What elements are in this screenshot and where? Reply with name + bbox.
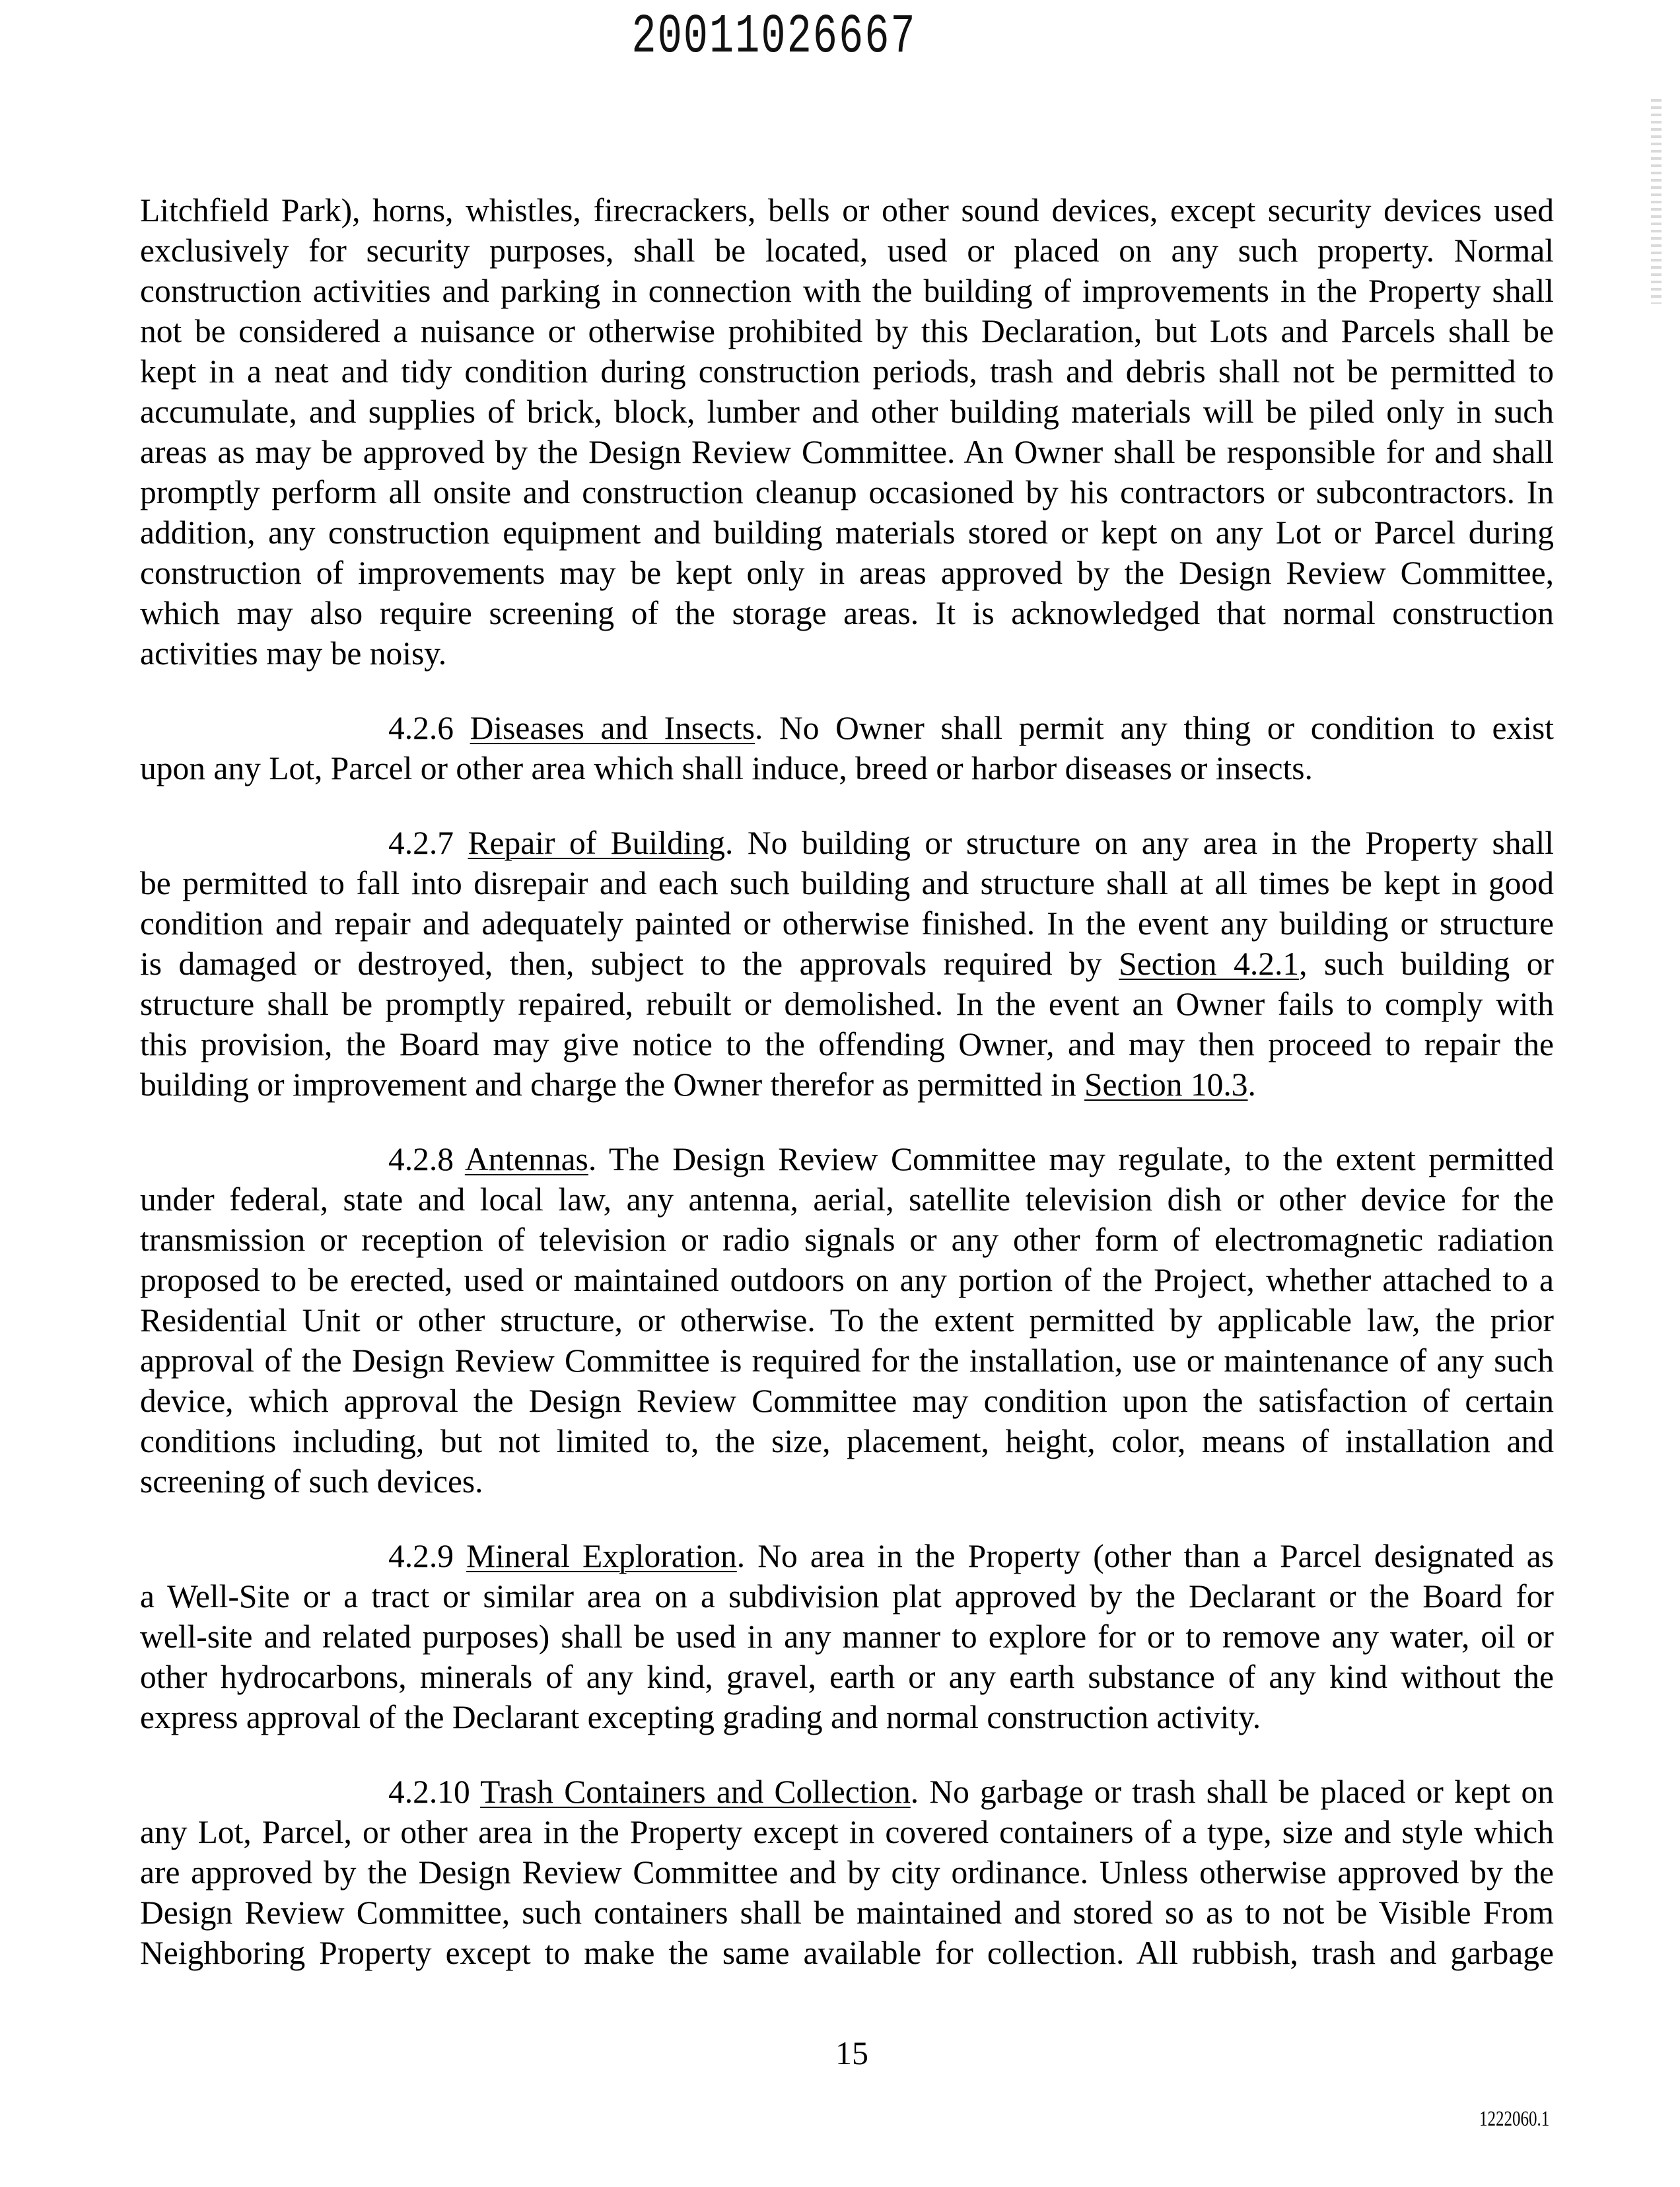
- text-line: [140, 944, 1554, 984]
- text-segment: . No garbage or trash shall be placed or kept on: [910, 1774, 1554, 1810]
- text-line: [140, 1576, 1554, 1616]
- text-line: [140, 1657, 1554, 1697]
- text-line: [140, 392, 1554, 432]
- paragraph: [140, 1536, 1554, 1737]
- text-segment: 4.2.8: [388, 1141, 465, 1177]
- text-segment: other hydrocarbons, minerals of any kind, gravel, earth or any earth substance of any kind without the: [140, 1659, 1554, 1695]
- text-line: [140, 1064, 1554, 1105]
- text-segment: is damaged or destroyed, then, subject to the approvals required by: [140, 946, 1119, 982]
- text-line: [140, 1852, 1554, 1892]
- text-line: [140, 708, 1554, 748]
- text-segment: exclusively for security purposes, shall be located, used or placed on any such property. Normal: [140, 232, 1554, 269]
- text-line: [140, 190, 1554, 230]
- paragraph: [140, 1772, 1554, 1973]
- text-line: [140, 472, 1554, 512]
- underlined-text: Trash Containers and Collection: [480, 1774, 911, 1810]
- text-line: [140, 823, 1554, 863]
- text-line: [140, 1340, 1554, 1381]
- text-line: [140, 311, 1554, 351]
- text-segment: kept in a neat and tidy condition during construction periods, trash and debris shall not be permitted to: [140, 353, 1554, 390]
- text-line: [140, 1461, 1554, 1502]
- underlined-text: Mineral Exploration: [466, 1538, 737, 1574]
- text-segment: structure shall be promptly repaired, rebuilt or demolished. In the event an Owner fails to comply with: [140, 986, 1554, 1022]
- underlined-text: Diseases and Insects: [470, 710, 755, 746]
- text-line: [140, 984, 1554, 1024]
- text-line: [140, 1220, 1554, 1260]
- text-line: [140, 1697, 1554, 1737]
- underlined-text: Section 10.3: [1084, 1066, 1248, 1103]
- text-line: [140, 512, 1554, 553]
- document-id: 1222060.1: [1479, 2107, 1550, 2131]
- text-line: [140, 1536, 1554, 1576]
- text-segment: condition and repair and adequately painted or otherwise finished. In the event any building or structure: [140, 905, 1554, 942]
- text-segment: building or improvement and charge the Owner therefor as permitted in: [140, 1066, 1085, 1103]
- text-segment: 4.2.10: [388, 1774, 481, 1810]
- text-segment: transmission or reception of television or radio signals or any other form of electromagnetic radiation: [140, 1222, 1554, 1258]
- text-segment: be permitted to fall into disrepair and each such building and structure shall at all times be kept in good: [140, 865, 1554, 901]
- text-segment: . No building or structure on any area in the Property shall: [724, 825, 1555, 861]
- text-segment: not be considered a nuisance or otherwise prohibited by this Declaration, but Lots and Parcels shall be: [140, 313, 1554, 349]
- text-segment: proposed to be erected, used or maintained outdoors on any portion of the Project, whether attached to a: [140, 1262, 1554, 1298]
- text-line: [140, 1892, 1554, 1933]
- text-line: [140, 271, 1554, 311]
- text-segment: .: [1247, 1066, 1256, 1103]
- text-segment: activities may be noisy.: [140, 635, 447, 672]
- text-segment: are approved by the Design Review Committee and by city ordinance. Unless otherwise approved by the: [140, 1854, 1554, 1891]
- paragraph: [140, 823, 1554, 1105]
- text-segment: . The Design Review Committee may regulate, to the extent permitted: [588, 1141, 1554, 1177]
- text-segment: addition, any construction equipment and building materials stored or kept on any Lot or Parcel during: [140, 514, 1554, 551]
- text-line: [140, 1616, 1554, 1657]
- text-segment: 4.2.7: [388, 825, 468, 861]
- text-segment: conditions including, but not limited to, the size, placement, height, color, means of installation and: [140, 1423, 1554, 1459]
- text-segment: 4.2.6: [388, 710, 470, 746]
- text-segment: upon any Lot, Parcel or other area which shall induce, breed or harbor diseases or insects.: [140, 750, 1313, 786]
- margin-stamp-mark: [1651, 99, 1662, 304]
- text-segment: . No Owner shall permit any thing or condition to exist: [755, 710, 1555, 746]
- text-segment: construction activities and parking in connection with the building of improvements in the Property shall: [140, 273, 1554, 309]
- text-segment: Residential Unit or other structure, or otherwise. To the extent permitted by applicable law, the prior: [140, 1302, 1554, 1338]
- text-line: [140, 1179, 1554, 1220]
- text-segment: accumulate, and supplies of brick, block, lumber and other building materials will be piled only in such: [140, 394, 1554, 430]
- text-segment: express approval of the Declarant excepting grading and normal construction activity.: [140, 1699, 1261, 1735]
- text-line: [140, 230, 1554, 271]
- text-line: [140, 1772, 1554, 1812]
- text-line: [140, 1381, 1554, 1421]
- text-line: [140, 351, 1554, 392]
- text-line: [140, 1300, 1554, 1340]
- paragraph: [140, 708, 1554, 788]
- text-line: [140, 1139, 1554, 1179]
- page-number: 15: [835, 2034, 868, 2071]
- text-line: [140, 863, 1554, 903]
- text-segment: Design Review Committee, such containers shall be maintained and stored so as to not be Visible From: [140, 1894, 1554, 1931]
- text-segment: construction of improvements may be kept only in areas approved by the Design Review Committee,: [140, 555, 1554, 591]
- text-segment: , such building or: [1299, 946, 1554, 982]
- text-line: [140, 903, 1554, 944]
- text-line: [140, 1812, 1554, 1852]
- text-line: [140, 1421, 1554, 1461]
- underlined-text: Antennas: [464, 1141, 588, 1177]
- text-line: [140, 432, 1554, 472]
- text-segment: any Lot, Parcel, or other area in the Property except in covered containers of a type, size and style which: [140, 1814, 1554, 1850]
- text-segment: under federal, state and local law, any antenna, aerial, satellite television dish or other device for the: [140, 1181, 1554, 1218]
- underlined-text: Section 4.2.1: [1119, 946, 1300, 982]
- paragraph: [140, 1139, 1554, 1502]
- text-line: [140, 1260, 1554, 1300]
- text-segment: promptly perform all onsite and construction cleanup occasioned by his contractors or subcontractors. In: [140, 474, 1554, 510]
- text-line: [140, 748, 1554, 788]
- text-segment: approval of the Design Review Committee is required for the installation, use or maintenance of any such: [140, 1342, 1554, 1379]
- text-segment: device, which approval the Design Review Committee may condition upon the satisfaction of certain: [140, 1383, 1554, 1419]
- text-line: [140, 1024, 1554, 1064]
- text-line: [140, 1933, 1554, 1973]
- text-segment: screening of such devices.: [140, 1463, 483, 1500]
- recording-number: 20011026667: [631, 5, 917, 69]
- text-segment: well-site and related purposes) shall be used in any manner to explore for or to remove any water, oil or: [140, 1618, 1554, 1655]
- text-line: [140, 553, 1554, 593]
- text-line: [140, 593, 1554, 633]
- text-segment: Litchfield Park), horns, whistles, firecrackers, bells or other sound devices, except security devices used: [140, 192, 1554, 228]
- text-segment: this provision, the Board may give notice to the offending Owner, and may then proceed to repair the: [140, 1026, 1554, 1062]
- text-line: [140, 633, 1554, 674]
- text-segment: 4.2.9: [388, 1538, 467, 1574]
- text-segment: which may also require screening of the storage areas. It is acknowledged that normal construction: [140, 595, 1554, 631]
- text-segment: . No area in the Property (other than a Parcel designated as: [736, 1538, 1554, 1574]
- text-segment: a Well-Site or a tract or similar area on a subdivision plat approved by the Declarant or the Board for: [140, 1578, 1554, 1614]
- text-segment: areas as may be approved by the Design Review Committee. An Owner shall be responsible for and shall: [140, 434, 1554, 470]
- text-segment: Neighboring Property except to make the same available for collection. All rubbish, trash and garbage: [140, 1935, 1554, 1971]
- document-body: [140, 190, 1554, 2007]
- paragraph: [140, 190, 1554, 674]
- underlined-text: Repair of Building: [468, 825, 725, 861]
